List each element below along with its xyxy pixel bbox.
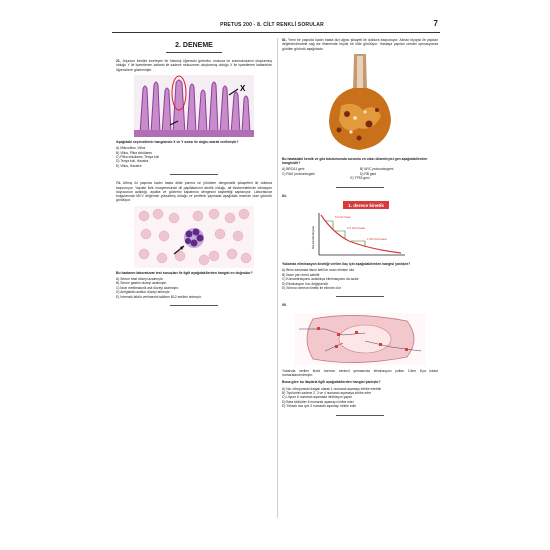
label-x: X	[240, 83, 246, 93]
annotation-rate-3: 1.25 birim/saat	[367, 237, 387, 241]
option-d[interactable]: D) Tenya koli, Haustra	[116, 159, 149, 164]
question-number: 74.	[116, 181, 121, 186]
question-number: 90.	[282, 303, 287, 308]
question-divider	[170, 305, 218, 306]
y-axis-label: İlaç konsantrasyonu	[312, 225, 315, 249]
answer-options	[282, 387, 438, 409]
resected-tumor-image	[323, 54, 397, 154]
right-column	[282, 38, 438, 422]
kinetics-chart	[305, 201, 415, 259]
option-d[interactable]: D) Eliminasyon hızı değişkendir	[282, 281, 329, 286]
option-c[interactable]: C) Lityum 6 numaralı aşamada inhibisyon yapar	[282, 395, 352, 400]
option-e[interactable]: E) Yüksek doz iyot 3 numaralı aşamayı inhibe eder	[282, 404, 357, 409]
question-84	[282, 194, 438, 198]
question-text: Yukarıda verilen tiroid hormon sentezi şemasında eliminasyon yolları 1'den 6'ya kadar numaralandırılmıştır.	[282, 368, 438, 377]
exam-page	[112, 18, 440, 532]
question-text: Altmış iki yaşında kadın hasta dilde yanma ve yürürken dengesizlik şikayetleri ile doktora başvuruyor. Yapılan fizik muayenesinde dil papillalarının atrofik olduğu, alt ekstremitelerde vibrasyon duyusunun azaldığı, ayakta ve gözlerini kapatınca dengesini kaybettiği saptanıyor. Laboratuvar bulgularında MCV değerinin yükselmiş olduğu ve periferik yaymada aşağıdaki resimde olan görüntü görülüyor.	[116, 181, 272, 203]
annotation-rate-2: 2.5 birim/saat	[347, 226, 366, 230]
question-stem: Buna göre bu ilaçlarla ilgili aşağıdakilerden hangisi yanlıştır?	[282, 380, 381, 385]
column-separator	[277, 38, 278, 518]
blood-smear-image	[134, 206, 254, 268]
option-e[interactable]: E) TP53 geni	[350, 176, 370, 181]
question-number: 84.	[282, 193, 287, 198]
jejunum-histology-image	[134, 75, 254, 137]
question-81	[282, 38, 438, 51]
question-21	[116, 59, 272, 72]
option-c[interactable]: C) RAS protoonkogeni	[282, 171, 315, 176]
option-e[interactable]: E) Sıfırıncı derece kinetik ile elimine olur	[282, 285, 341, 290]
option-c[interactable]: C) Konsantrasyonu azaldıkça eliminasyonu da azalır	[282, 277, 359, 282]
question-text: Jejunum kesitini inceleyen bir histoloji öğrencisi görevlisi, mukoza ve submukozanın oluşturmuş olduğu Y ile işaretlenen katlantı ile sadece mukozanın oluşturmuş olduğu X ile işaretlenen katlantıları öğrencilere göstermiştir.	[116, 59, 272, 72]
option-d[interactable]: D) Antiglaidin antikor düzeyi artmıştır.	[116, 290, 171, 295]
left-column	[116, 38, 272, 312]
option-b[interactable]: B) Serum gastrin düzeyi azalmıştır.	[116, 281, 168, 286]
option-a[interactable]: A) Birim zamanda ilacın belli bir oranı elimine olur	[282, 268, 355, 273]
option-c[interactable]: C) İdrar metilmalonik asit düzeyi azalmıştır.	[116, 285, 179, 290]
section-rule	[166, 52, 222, 53]
question-divider	[336, 415, 384, 416]
chart-title: 1. derece kinetik	[348, 203, 384, 208]
question-divider	[170, 174, 218, 175]
answer-options	[282, 167, 438, 180]
header-title: PRETUS 200 - 8. CİLT RENKLİ SORULAR	[220, 22, 324, 28]
option-b[interactable]: B) İlacın yarı ömrü sabittir	[282, 272, 320, 277]
question-stem: Yukarıda eliminasyon kinetiği verilen ilaç için aşağıdakilerden hangisi yanlıştır?	[282, 262, 411, 266]
option-a[interactable]: A) BRCA1 geni	[282, 167, 305, 172]
option-c[interactable]: C) Plika sirkülares, Tenya koli	[116, 155, 159, 159]
question-stem: Bu hastadaki kemik ve göz tutulumunda sorumlu en olası düzenleyici gen aşağıdakilerden hangisidir?	[282, 156, 428, 166]
answer-options	[282, 268, 438, 290]
thyroid-synthesis-diagram	[295, 311, 425, 367]
option-a[interactable]: A) Na- nitroprussid dalgalı olarak 1 numaralı aşamayı inhibe edebilir	[282, 386, 382, 391]
option-e[interactable]: E) İntrensik faktör verilmesini takiben B12 emilimi artmıştır.	[116, 294, 202, 299]
question-90	[282, 303, 438, 307]
answer-options	[116, 277, 272, 299]
option-b[interactable]: B) Tiyoüreler sadece 2, 3 ve 4 numaralı aşamaya inhibe eder	[282, 390, 372, 395]
question-number: 21.	[116, 59, 121, 63]
section-title: 2. DENEME	[175, 42, 213, 49]
option-d[interactable]: D) RB geni	[360, 171, 377, 176]
option-d[interactable]: D) Beta blokörler 6 numaralı aşamayı inhibe eder	[282, 399, 354, 404]
question-stem: Bu hastanın laboratuvar test sonuçları ile ilgili aşağıdakilerden hangisi en doğrudur?	[116, 270, 253, 275]
option-b[interactable]: B) Villus, Plika sirkülares	[116, 150, 153, 155]
question-divider	[336, 296, 384, 297]
question-text: Yirmi bir yaşında kadın hasta dizi ağrısı şikayeti ile doktora başvuruyor. Alınan biyopsi ile yapılan değerlendirmede sağ diz ekleminde büyük bir kitle görülüyor. Hastaya yapılan cerrahi operasyonda görülen görüntü aşağıdadır.	[282, 38, 438, 51]
question-74	[116, 181, 272, 202]
option-e[interactable]: E) Villus, Haustra	[116, 163, 142, 168]
answer-options	[116, 146, 272, 168]
page-header	[112, 18, 440, 33]
question-divider	[336, 187, 384, 188]
page-number: 7	[433, 19, 438, 28]
option-a[interactable]: A) Mikrovillus, Villus	[116, 146, 146, 151]
question-stem: Aşağıdaki seçeneklerin hangisinde X ve Y sırası ile doğru olarak verilmiştir?	[116, 139, 239, 144]
question-number: 81.	[282, 38, 287, 42]
option-b[interactable]: B) MYC protoonkogeni	[360, 167, 394, 172]
option-a[interactable]: A) Serum folat düzeyi azalmıştır.	[116, 277, 164, 281]
annotation-rate-1: 5 birim/saat	[335, 215, 351, 219]
